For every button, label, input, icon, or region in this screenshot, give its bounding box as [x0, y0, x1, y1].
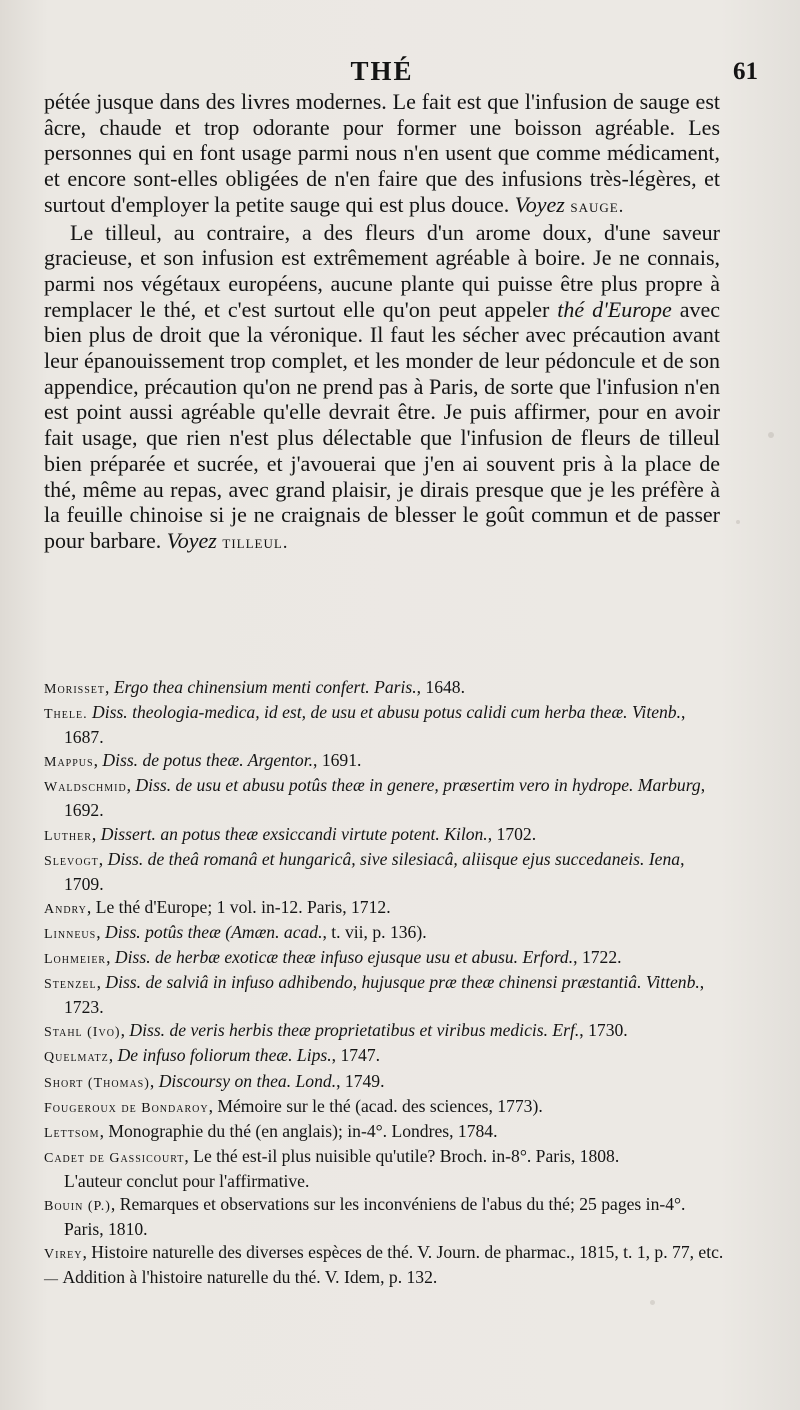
bibliography-entry: — Addition à l'histoire naturelle du thé. V. Idem, p. 132. [44, 1267, 438, 1288]
bibliography-entry: Andry, Le thé d'Europe; 1 vol. in-12. Paris, 1712. [44, 896, 391, 917]
paragraph-sauge: pétée jusque dans des livres modernes. Le fait est que l'infusion de sauge est âcre, chaude et trop odorante pour former une boisson agréable. Les personnes qui en font usage parmi nous n'en usent que comme médicament, et encore sont-elles obligées de n'en faire que des infusions très-légères, et surtout d'employer la petite sauge qui est plus douce. Voyez sauge. [44, 89, 720, 217]
bibliography-entry: Cadet de Gassicourt, Le thé est-il plus nuisible qu'utile? Broch. in-8°. Paris, 1808. [44, 1145, 620, 1166]
bibliography-entry: Bouin (P.), Remarques et observations sur les inconvéniens de l'abus du thé; 25 pages in-4°. Paris, 1810. [44, 1193, 686, 1240]
bibliography-entry: Virey, Histoire naturelle des diverses espèces de thé. V. Journ. de pharmac., 1815, t. 1, p. 77, etc. [44, 1242, 724, 1263]
bibliography-entry: Mappus, Diss. de potus theæ. Argentor., 1691. [44, 750, 362, 771]
see-also-label: Voyez [166, 527, 217, 553]
bibliography-entry: Lettsom, Monographie du thé (en anglais); in-4°. Londres, 1784. [44, 1120, 498, 1141]
bibliography-entry: Morisset, Ergo thea chinensium menti confert. Paris., 1648. [44, 677, 465, 697]
bibliography-note: L'auteur conclut pour l'affirmative. [64, 1170, 310, 1191]
paper-blemish [736, 520, 740, 524]
main-text [44, 89, 720, 556]
bibliography-entry: Stahl (Ivo), Diss. de veris herbis theæ proprietatibus et viribus medicis. Erf., 1730. [44, 1020, 628, 1041]
emphasis: thé d'Europe [557, 296, 672, 322]
bibliography-entry: Waldschmid, Diss. de usu et abusu potûs theæ in genere, præsertim vero in hydrope. Marburg, 1692. [44, 775, 706, 821]
paper-blemish [650, 1300, 655, 1305]
bibliography-entry: Fougeroux de Bondaroy, Mémoire sur le thé (acad. des sciences, 1773). [44, 1095, 543, 1116]
page-header [44, 56, 758, 92]
paper-blemish [768, 432, 774, 438]
cross-reference: sauge. [570, 195, 625, 217]
bibliography-entry: Quelmatz, De infuso foliorum theæ. Lips., 1747. [44, 1045, 381, 1066]
bibliography-entry: Thele. Diss. theologia-medica, id est, de usu et abusu potus calidi cum herba theæ. Vitenb., 1687. [44, 702, 686, 748]
see-also-label: Voyez [514, 191, 565, 217]
running-head: THÉ [350, 56, 414, 86]
bibliography-entry: Stenzel, Diss. de salviâ in infuso adhibendo, hujusque præ theæ chinensi præstantiâ. Vittenb., 1723. [44, 972, 705, 1018]
bibliography-entry: Luther, Dissert. an potus theæ exsiccandi virtute potent. Kilon., 1702. [44, 823, 537, 844]
cross-reference: tilleul. [222, 531, 289, 553]
bibliography-entry: Slevogt, Diss. de theâ romanâ et hungaricâ, sive silesiacâ, aliisque ejus succedaneis. Iena, 1709. [44, 848, 685, 894]
bibliography-entry: Linneus, Diss. potûs theæ (Amæn. acad., t. vii, p. 136). [44, 921, 427, 942]
bibliography [44, 676, 724, 1291]
paragraph-tilleul: Le tilleul, au contraire, a des fleurs d'un arome doux, d'une saveur gracieuse, et son infusion est extrêmement agréable à boire. Je ne connais, parmi nos végétaux européens, aucune plante qui puisse être plus propre à remplacer le thé, et c'est surtout elle qu'on peut appeler thé d'Europe avec bien plus de droit que la véronique. Il faut les sécher avec précaution avant leur épanouissement trop complet, et les monder de leur pédoncule et de son appendice, précaution qu'on ne prend pas à Paris, de sorte que l'infusion n'en est point aussi agréable qu'elle devrait être. Je puis affirmer, pour en avoir fait usage, que rien n'est plus délectable que l'infusion de fleurs de tilleul bien préparée et sucrée, et j'avouerai que j'en ai souvent pris à la place de thé, même au repas, avec grand plaisir, je dirais presque que je les préfère à la feuille chinoise si je ne craignais de blesser le goût commun et de passer pour barbare. Voyez tilleul. [44, 219, 721, 553]
bibliography-entry: Lohmeier, Diss. de herbæ exoticæ theæ infuso ejusque usu et abusu. Erford., 1722. [44, 947, 622, 968]
page-number: 61 [733, 58, 758, 85]
bibliography-entry: Short (Thomas), Discoursy on thea. Lond., 1749. [44, 1070, 385, 1091]
